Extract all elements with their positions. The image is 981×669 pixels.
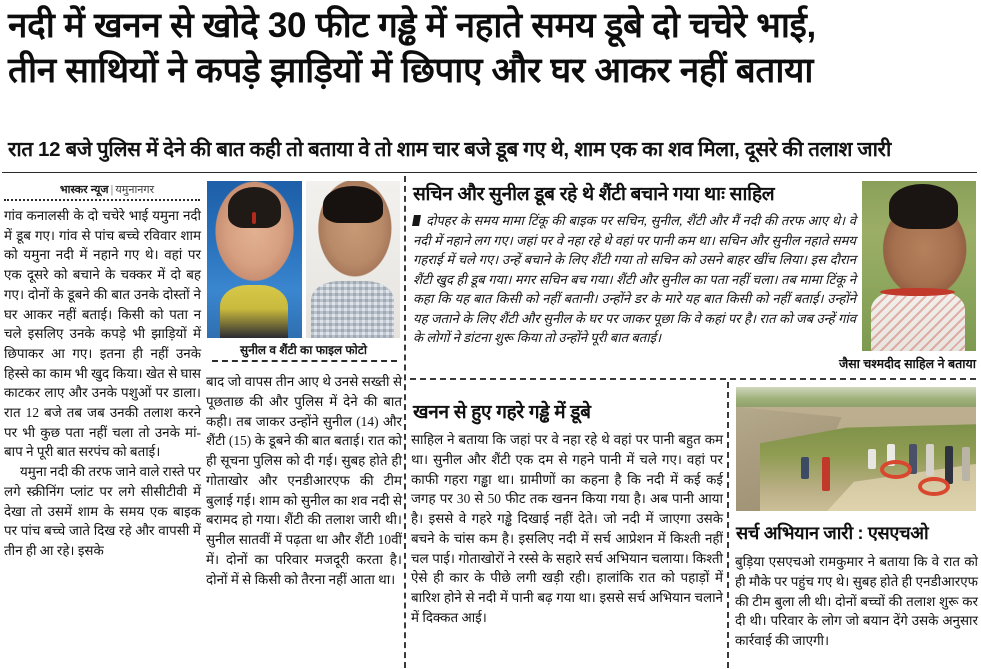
main-headline (8, 4, 973, 94)
column-two-body (206, 372, 402, 589)
photo-river-person (868, 449, 876, 469)
photo-shanty (306, 181, 401, 338)
column-one-body (4, 206, 201, 561)
photo-river-person (801, 457, 809, 479)
photo-sunil-tilak (252, 212, 256, 224)
byline-source: भास्कर न्यूज (59, 184, 109, 196)
headline-line-1: नदी में खनन से खोदे 30 फीट गड्ढे में नहाते समय डूबे दो चचेरे भाई, (8, 6, 816, 45)
column-one-paragraph-2: यमुना नदी की तरफ जाने वाले रास्ते पर लगे स्क्रीनिंग प्लांट पर लगे सीसीटीवी में देखा तो उसमें शाम के समय एक बाइक पर पांच बच्चे जाते दिख रहे और वापसी में तीन ही आ रहे। इसके (4, 464, 202, 558)
photo-shanty-hair (323, 186, 384, 224)
section-b-body: साहिल ने बताया कि जहां पर वे नहा रहे थे वहां पर पानी बहुत कम था। सुनील और शैंटी एक दम से गहने पानी में चले गए। वहां पर काफी गहरा गड्ढा था। ग्रामीणों का कहना है कि नदी में कई कई जगह पर 30 से 50 फीट तक खनन किया गया है। अब पानी आया है। इससे वे गहरे गड्ढे दिखाई नहीं देते। जो नदी में जाएगा उसके बचने के चांस कम है। इसलिए नदी में सर्च आप्रेशन में किश्ती नहीं चल पाई। गोताखोरों ने रस्से के सहारे सर्च अभियान चलाया। किश्ती ऐसे ही कार के पीछे लगी खड़ी रही। हालांकि रात को पहाड़ों में बारिश होने से नदी में पानी बढ़ गया था। इससे सर्च अभियान चलाने में दिक्कत आई। (411, 432, 723, 625)
section-a-attribution: जैसा चश्मदीद साहिल ने बताया (838, 357, 976, 371)
section-a-heading: सचिन और सुनील डूब रहे थे शैंटी बचाने गया थाः साहिल (413, 184, 775, 205)
byline (22, 182, 192, 197)
photo-sahil-hair (889, 184, 957, 228)
section-a-body-text: दोपहर के समय मामा टिंकू की बाइक पर सचिन, सुनील, शैंटी और मैं नदी की तरफ आए थे। वे नदी में नहाने लग गए। जहां पर वे नहा रहे थे वहां पर पानी कम था। सचिन और सुनील नहाते समय गहराई में चले गए। उन्हें बचाने के लिए शैंटी गया तो सचिन को उसने बाहर खींच लिया। इस दौरान शैंटी खुद ही डूब गया। मगर सचिन बच गया। शैंटी और सुनील का पता नहीं चला। तब मामा टिंकू ने कहा कि यह बात किसी को नहीं बतानी। उन्होंने डर के मारे यह बात किसी को नहीं बताई। उन्होंने यह जताने के लिए शैंटी और सुनील के घर पर जाकर पूछा कि वे कहां पर है। रात को जब उन्हें गांव के लोगों ने डांटना शुरू किया तो उन्होंने पूरी बात बताई। (413, 213, 856, 345)
photo-sahil-shirt (871, 290, 965, 351)
photo-sunil (207, 181, 302, 338)
photo-river-person (962, 447, 970, 481)
byline-divider (4, 199, 200, 201)
victims-photo-pair (207, 181, 400, 338)
section-b-heading: खनन से हुए गहरे गड्ढे में डूबे (413, 402, 591, 423)
vertical-divider-left (404, 176, 406, 668)
horizontal-divider (410, 378, 976, 380)
section-a-body (413, 211, 856, 348)
photo-witness-sahil (862, 181, 976, 351)
column-two-paragraph-1: बाद जो वापस तीन आए थे उनसे सख्ती से पूछताछ की और पुलिस में देने की बात कही। तब जाकर उन्होंने सुनील (14) और शैंटी (15) के डूबने की बात बताई। रात को ही सूचना पुलिस को दी गई। सुबह होते ही गोताखोर और एनडीआरएफ की टीम बुलाई गई। शाम को सुनील का शव नदी से बरामद हो गया। शैंटी की तलाश जारी थी। सुनील सातवीं में पढ़ता था और शैंटी 10वीं में। दोनों का परिवार मजदूरी करता है। दोनों में से किसी को तैरना नहीं आता था। (206, 374, 402, 587)
section-c-heading: सर्च अभियान जारी : एसएचओ (736, 523, 929, 543)
vertical-divider-right (727, 382, 729, 668)
byline-separator: | (110, 184, 114, 196)
photo-river-person (822, 457, 830, 491)
headline-line-2: तीन साथियों ने कपड़े झाड़ियों में छिपाए और घर आकर नहीं बताया (8, 50, 814, 90)
section-c-body: बुड़िया एसएचओ रामकुमार ने बताया कि वे रात को ही मौके पर पहुंच गए थे। सुबह होते ही एनडीआरएफ की टीम बुला ली थी। दोनों बच्चों की तलाश शुरू कर दी थी। परिवार के लोग जो बयान देंगे उसके अनुसार कार्रवाई की जाएगी। (735, 554, 978, 649)
header-rule (2, 172, 977, 173)
photo-river-treeline (736, 387, 976, 407)
photo-river-person (945, 446, 953, 484)
photo-caption-divider (212, 360, 397, 362)
column-one-paragraph-1: गांव कनालसी के दो चचेरे भाई यमुना नदी में डूब गए। गांव से पांच बच्चे रविवार शाम को यमुना नदी में नहाने गए थे। वहां पर एक दूसरे को बचाने के चक्कर में दो बह गए। दोनों के डूबने की बात उनके दोस्तों ने घर आकर नहीं बताई। किसी को पता न चले इसलिए उनके कपड़े भी झाड़ियों में छिपाकर आ गए। इतना ही नहीं उनके हिस्से का काम भी खुद किया। खेत से घास काटकर लाए और उनके पशुओं पर डाला। रात 12 बजे तब जब उनकी तलाश करने पर भी कुछ पता नहीं चला तो उनके मां-बाप ने पूरी बात सरपंच को बताई। (4, 208, 201, 460)
photo-river-lifebuoy (880, 460, 912, 479)
photo-caption-victims: सुनील व शैंटी का फाइल फोटो (240, 343, 367, 357)
photo-river-person (926, 444, 934, 476)
sub-headline: रात 12 बजे पुलिस में देने की बात कही तो बताया वे तो शाम चार बजे डूब गए थे, शाम एक का शव मिला, दूसरे की तलाश जारी (8, 138, 891, 161)
photo-river-search (736, 387, 976, 511)
byline-location: यमुनानगर (115, 184, 155, 196)
bullet-marker-icon (412, 215, 421, 226)
